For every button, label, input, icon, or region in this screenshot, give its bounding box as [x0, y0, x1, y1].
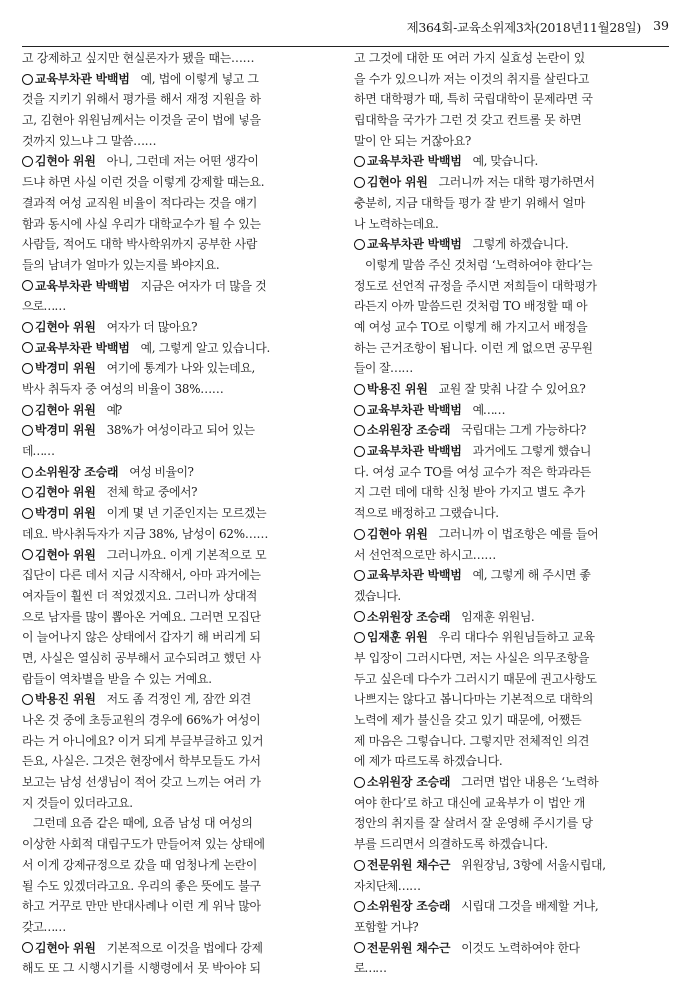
line-text: 노력에 제가 불신을 갖고 있기 때문에, 어쨌든 [354, 713, 582, 727]
line-text: 충분히, 지금 대학들 평가 잘 받기 위해서 얼마 [354, 195, 586, 210]
line-text: 이게 몇 년 기준인지는 모르겠는 [106, 506, 267, 521]
text-line [22, 296, 323, 317]
line-text: 람들이 역차별을 받을 수 있는 거예요. [22, 671, 212, 686]
line-text: 사람들, 적어도 대학 박사학위까지 공부한 사람 [22, 237, 258, 252]
text-line [22, 131, 323, 152]
text-line [22, 48, 323, 69]
speaker-bullet-icon [354, 942, 365, 953]
line-text: 적으로 배정하고 그랬습니다. [354, 506, 499, 521]
text-line [354, 193, 655, 214]
line-text: 예, 그렇게 알고 있습니다. [140, 340, 270, 355]
speaker-line [22, 938, 323, 959]
speaker-name: 교육부차관 박백범 [35, 340, 130, 355]
line-text: 것을 지키기 위해서 평가를 해서 재정 지원을 하 [22, 92, 261, 107]
speaker-bullet-icon [354, 384, 365, 395]
line-text: 예, 그렇게 해 주시면 좋 [472, 568, 591, 583]
text-line [22, 958, 323, 979]
line-text: 여자들이 훨씬 더 적었겠지요. 그러니까 상대적 [22, 588, 258, 603]
line-text: 을 수가 있으니까 저는 이것의 취지를 살린다고 [354, 71, 590, 86]
speaker-bullet-icon [354, 860, 365, 871]
speaker-name: 김현아 위원 [35, 319, 96, 334]
line-text: 여야 한다’로 하고 대신에 교육부가 이 법안 개 [354, 795, 586, 810]
speaker-bullet-icon [354, 529, 365, 540]
line-text: 자치단체…… [354, 878, 421, 893]
page-number: 39 [653, 18, 669, 33]
speaker-line [22, 317, 323, 338]
text-line [22, 89, 323, 110]
line-text: 들이 잘…… [354, 361, 413, 376]
text-line [354, 503, 655, 524]
speaker-line [22, 69, 323, 90]
speaker-line [22, 689, 323, 710]
line-text: 말이 안 되는 거잖아요? [354, 133, 471, 148]
text-line [22, 834, 323, 855]
speaker-bullet-icon [22, 487, 33, 498]
speaker-name: 임재훈 위원 [367, 630, 428, 645]
line-text: 정도로 선언적 규정을 주시면 저희들이 대학평가 [354, 278, 597, 293]
line-text: 고, 김현아 위원님께서는 이것을 굳이 법에 넣을 [22, 113, 261, 128]
line-text: 예, 맞습니다. [472, 154, 538, 169]
line-text: 데…… [22, 444, 54, 459]
speaker-line [354, 524, 655, 545]
text-line [354, 482, 655, 503]
line-text: 부를 드리면서 의결하도록 하겠습니다. [354, 837, 548, 852]
speaker-name: 김현아 위원 [35, 402, 96, 417]
line-text: 갖고…… [22, 919, 66, 934]
speaker-bullet-icon [22, 322, 33, 333]
line-text: 그러면 법안 내용은 ‘노력하 [461, 775, 599, 790]
text-line [22, 751, 323, 772]
line-text: 여자가 더 많아요? [106, 319, 198, 334]
line-text: 이상한 사회적 대립구도가 만들어져 있는 상태에 [22, 837, 265, 852]
text-line [354, 958, 655, 979]
text-line [354, 834, 655, 855]
line-text: 포함할 거냐? [354, 919, 419, 934]
speaker-bullet-icon [22, 425, 33, 436]
line-text: 들의 남녀가 얼마가 있는지를 봐야지요. [22, 257, 220, 272]
line-text: 여성 비율이? [129, 464, 194, 479]
text-line [22, 627, 323, 648]
speaker-name: 소위원장 조승래 [367, 423, 451, 438]
speaker-line [22, 482, 323, 503]
speaker-bullet-icon [354, 405, 365, 416]
text-line [354, 751, 655, 772]
line-text: 면, 사실은 열심히 공부해서 교수되려고 했던 사 [22, 650, 261, 665]
text-line [22, 565, 323, 586]
line-text: 고 그것에 대한 또 여러 가지 실효성 논란이 있 [354, 51, 586, 65]
speaker-line [354, 441, 655, 462]
speaker-name: 소위원장 조승래 [35, 464, 119, 479]
text-line [22, 772, 323, 793]
text-line [22, 917, 323, 938]
line-text: 집단이 다른 데서 지금 시작해서, 아마 과거에는 [22, 568, 261, 583]
line-text: 임재훈 위원님. [461, 609, 535, 624]
line-text: 예? [106, 402, 121, 417]
text-line [22, 896, 323, 917]
text-line [354, 648, 655, 669]
text-line [354, 710, 655, 731]
speaker-bullet-icon [22, 694, 33, 705]
line-text: 여기에 통계가 나와 있는데요, [106, 361, 255, 376]
speaker-bullet-icon [354, 611, 365, 622]
text-line [354, 731, 655, 752]
text-line [22, 710, 323, 731]
speaker-name: 박용진 위원 [367, 382, 428, 396]
line-text: 저도 좀 걱정인 게, 잠깐 외견 [106, 692, 251, 707]
line-text: 립대학을 국가가 그런 것 갖고 컨트롤 못 하면 [354, 113, 582, 128]
line-text: 결과적 여성 교직원 비율이 적다라는 것을 얘기 [22, 195, 258, 210]
line-text: 데요. 박사취득자가 지금 38%, 남성이 62%…… [22, 526, 269, 541]
text-line [22, 813, 323, 834]
line-text: 부 입장이 그러시다면, 저는 사실은 의무조항을 [354, 650, 590, 665]
line-text: 해도 또 그 시행시기를 시행령에서 못 박아야 되 [22, 961, 261, 976]
speaker-name: 김현아 위원 [367, 175, 428, 190]
line-text: 지 그런 데에 대학 신청 받아 가지고 별도 추가 [354, 485, 586, 500]
text-line [354, 813, 655, 834]
text-line [354, 669, 655, 690]
line-text: 그러니까 저는 대학 평가하면서 [438, 175, 595, 190]
line-text: 정안의 취지를 잘 살려서 잘 운영해 주시기를 당 [354, 816, 593, 831]
text-line [354, 876, 655, 897]
line-text: 든요, 사실은. 그것은 현장에서 학부모들도 가서 [22, 754, 261, 769]
line-text: 그렇게 하겠습니다. [472, 237, 569, 252]
speaker-name: 소위원장 조승래 [367, 899, 451, 914]
line-text: 이 늘어나지 않은 상태에서 갑자기 해 버리게 되 [22, 630, 261, 645]
line-text: 박사 취득자 중 여성의 비율이 38%…… [22, 382, 224, 396]
text-line [354, 214, 655, 235]
line-text: 예 여성 교수 TO로 이렇게 해 가지고서 배정을 [354, 319, 588, 334]
line-text: 나온 것 중에 초등교원의 경우에 66%가 여성이 [22, 713, 261, 727]
speaker-bullet-icon [354, 777, 365, 788]
line-text: 이것도 노력하여야 한다 [461, 940, 580, 955]
speaker-name: 김현아 위원 [35, 485, 96, 500]
text-line [22, 214, 323, 235]
speaker-line [22, 358, 323, 379]
speaker-line [354, 896, 655, 917]
speaker-line [22, 338, 323, 359]
text-line [354, 317, 655, 338]
speaker-name: 박경미 위원 [35, 361, 96, 376]
line-text: 보고는 남성 선생님이 적어 갖고 느끼는 여러 가 [22, 775, 261, 790]
speaker-name: 교육부차관 박백범 [35, 71, 130, 86]
speaker-bullet-icon [22, 342, 33, 353]
speaker-bullet-icon [22, 405, 33, 416]
line-text: 나 노력하는데요. [354, 216, 439, 231]
text-line [22, 255, 323, 276]
speaker-bullet-icon [354, 177, 365, 188]
text-line [354, 69, 655, 90]
line-text: 교원 잘 맞춰 나갈 수 있어요? [438, 382, 586, 396]
speaker-line [354, 607, 655, 628]
line-text: 이렇게 말씀 주신 것처럼 ‘노력하여야 한다’는 [365, 257, 593, 272]
line-text: 기본적으로 이것을 법에다 강제 [106, 940, 263, 955]
text-line [354, 338, 655, 359]
line-text: 두고 싶은데 다수가 그러시기 때문에 권고사항도 [354, 671, 597, 686]
text-line [22, 586, 323, 607]
line-text: 제 마음은 그렇습니다. 그렇지만 전체적인 의견 [354, 733, 590, 748]
speaker-bullet-icon [354, 570, 365, 581]
speaker-bullet-icon [22, 363, 33, 374]
speaker-name: 전문위원 채수근 [367, 940, 451, 955]
line-text: 고 강제하고 싶지만 현실론자가 됐을 때는…… [22, 51, 255, 65]
speaker-name: 전문위원 채수근 [367, 857, 451, 872]
speaker-line [354, 400, 655, 421]
line-text: 서 선언적으로만 하시고…… [354, 547, 496, 562]
speaker-line [22, 420, 323, 441]
speaker-line [22, 545, 323, 566]
speaker-name: 김현아 위원 [367, 526, 428, 541]
line-text: 로…… [354, 961, 386, 976]
line-text: 서 이게 강제규정으로 갔을 때 엄청나게 논란이 [22, 857, 258, 872]
speaker-line [354, 379, 655, 400]
line-text: 그러니까요. 이게 기본적으로 모 [106, 547, 267, 562]
line-text: 아니, 그런데 저는 어떤 생각이 [106, 154, 259, 169]
speaker-bullet-icon [354, 425, 365, 436]
line-text: 위원장님, 3항에 서울시립대, [461, 857, 606, 872]
speaker-name: 교육부차관 박백범 [367, 402, 462, 417]
text-line [22, 731, 323, 752]
text-line [22, 193, 323, 214]
line-text: 그런데 요즘 같은 때에, 요즘 남성 대 여성의 [33, 816, 253, 831]
text-line [354, 48, 655, 69]
line-text: 라는 거 아니에요? 이거 되게 부글부글하고 있거 [22, 733, 264, 748]
speaker-bullet-icon [22, 549, 33, 560]
speaker-name: 교육부차관 박백범 [367, 444, 462, 459]
text-line [354, 545, 655, 566]
text-line [22, 234, 323, 255]
line-text: 으로 남자를 많이 뽑아온 거예요. 그러면 모집단 [22, 609, 261, 624]
speaker-line [354, 172, 655, 193]
speaker-bullet-icon [22, 508, 33, 519]
text-line [22, 172, 323, 193]
speaker-name: 김현아 위원 [35, 154, 96, 169]
speaker-name: 교육부차관 박백범 [35, 278, 130, 293]
line-text: 라든지 아까 말씀드린 것처럼 TO 배정할 때 아 [354, 299, 588, 314]
speaker-name: 김현아 위원 [35, 940, 96, 955]
speaker-line [22, 400, 323, 421]
text-line [354, 586, 655, 607]
text-line [22, 669, 323, 690]
line-text: 그러니까 이 법조항은 예를 들어 [438, 526, 599, 541]
speaker-line [354, 234, 655, 255]
line-text: 국립대는 그게 가능하다? [461, 423, 586, 438]
text-line [354, 89, 655, 110]
speaker-name: 소위원장 조승래 [367, 775, 451, 790]
speaker-name: 박용진 위원 [35, 692, 96, 707]
text-line [22, 648, 323, 669]
speaker-bullet-icon [354, 901, 365, 912]
page-header [22, 0, 669, 47]
session-title: 제364회-교육소위제3차(2018년11월28일) [406, 20, 641, 35]
speaker-line [354, 565, 655, 586]
speaker-name: 소위원장 조승래 [367, 609, 451, 624]
text-line [354, 689, 655, 710]
line-text: 에 제가 따르도록 하겠습니다. [354, 754, 503, 769]
speaker-bullet-icon [354, 156, 365, 167]
text-line [22, 793, 323, 814]
speaker-line [354, 938, 655, 959]
text-line [22, 607, 323, 628]
speaker-line [22, 276, 323, 297]
text-line [354, 358, 655, 379]
speaker-line [354, 151, 655, 172]
line-text: 하면 대학평가 때, 특히 국립대학이 문제라면 국 [354, 92, 593, 107]
text-line [354, 276, 655, 297]
speaker-line [354, 772, 655, 793]
speaker-line [354, 855, 655, 876]
line-text: 나쁘지는 않다고 봅니다마는 기본적으로 대학의 [354, 692, 594, 707]
right-column [354, 48, 655, 984]
line-text: 것까지 있느냐 그 말씀…… [22, 133, 157, 148]
text-line [22, 855, 323, 876]
line-text: 전체 학교 중에서? [106, 485, 198, 500]
text-line [22, 441, 323, 462]
speaker-bullet-icon [22, 467, 33, 478]
line-text: 지금은 여자가 더 많을 것 [140, 278, 267, 293]
text-line [354, 110, 655, 131]
text-line [354, 793, 655, 814]
speaker-bullet-icon [22, 156, 33, 167]
line-text: 드냐 하면 사실 이런 것을 이렇게 강제할 때는요. [22, 175, 265, 190]
line-text: 다. 여성 교수 TO를 여성 교수가 적은 학과라든 [354, 464, 592, 479]
line-text: 38%가 여성이라고 되어 있는 [106, 423, 255, 438]
line-text: 으로…… [22, 299, 66, 314]
line-text: 지 것들이 있더라고요. [22, 795, 133, 810]
speaker-line [354, 420, 655, 441]
line-text: 하는 근거조항이 됩니다. 이런 게 없으면 공무원 [354, 340, 593, 355]
text-line [22, 876, 323, 897]
line-text: 될 수도 있겠더라고요. 우리의 좋은 뜻에도 불구 [22, 878, 261, 893]
speaker-name: 교육부차관 박백범 [367, 237, 462, 252]
speaker-line [22, 151, 323, 172]
speaker-line [22, 462, 323, 483]
left-column [22, 48, 323, 984]
speaker-name: 박경미 위원 [35, 423, 96, 438]
speaker-line [354, 627, 655, 648]
speaker-bullet-icon [22, 280, 33, 291]
speaker-name: 교육부차관 박백범 [367, 154, 462, 169]
speaker-bullet-icon [354, 446, 365, 457]
line-text: 예…… [472, 402, 505, 417]
line-text: 겠습니다. [354, 588, 401, 603]
speaker-bullet-icon [22, 942, 33, 953]
speaker-bullet-icon [354, 239, 365, 250]
text-line [354, 296, 655, 317]
line-text: 예, 법에 이렇게 넣고 그 [140, 71, 259, 86]
line-text: 우리 대다수 위원님들하고 교육 [438, 630, 595, 645]
line-text: 하고 거꾸로 만만 반대사례나 이런 게 위낙 많아 [22, 899, 261, 914]
line-text: 시립대 그것을 배제할 거냐, [461, 899, 599, 914]
text-line [22, 379, 323, 400]
speaker-name: 박경미 위원 [35, 506, 96, 521]
line-text: 과거에도 그렇게 했습니 [472, 444, 592, 459]
speaker-name: 김현아 위원 [35, 547, 96, 562]
text-line [354, 917, 655, 938]
speaker-line [22, 503, 323, 524]
speaker-bullet-icon [354, 632, 365, 643]
speaker-bullet-icon [22, 74, 33, 85]
text-line [354, 255, 655, 276]
line-text: 함과 동시에 사실 우리가 대학교수가 될 수 있는 [22, 216, 261, 231]
text-line [22, 110, 323, 131]
text-line [354, 462, 655, 483]
speaker-name: 교육부차관 박백범 [367, 568, 462, 583]
text-line [354, 131, 655, 152]
text-line [22, 524, 323, 545]
